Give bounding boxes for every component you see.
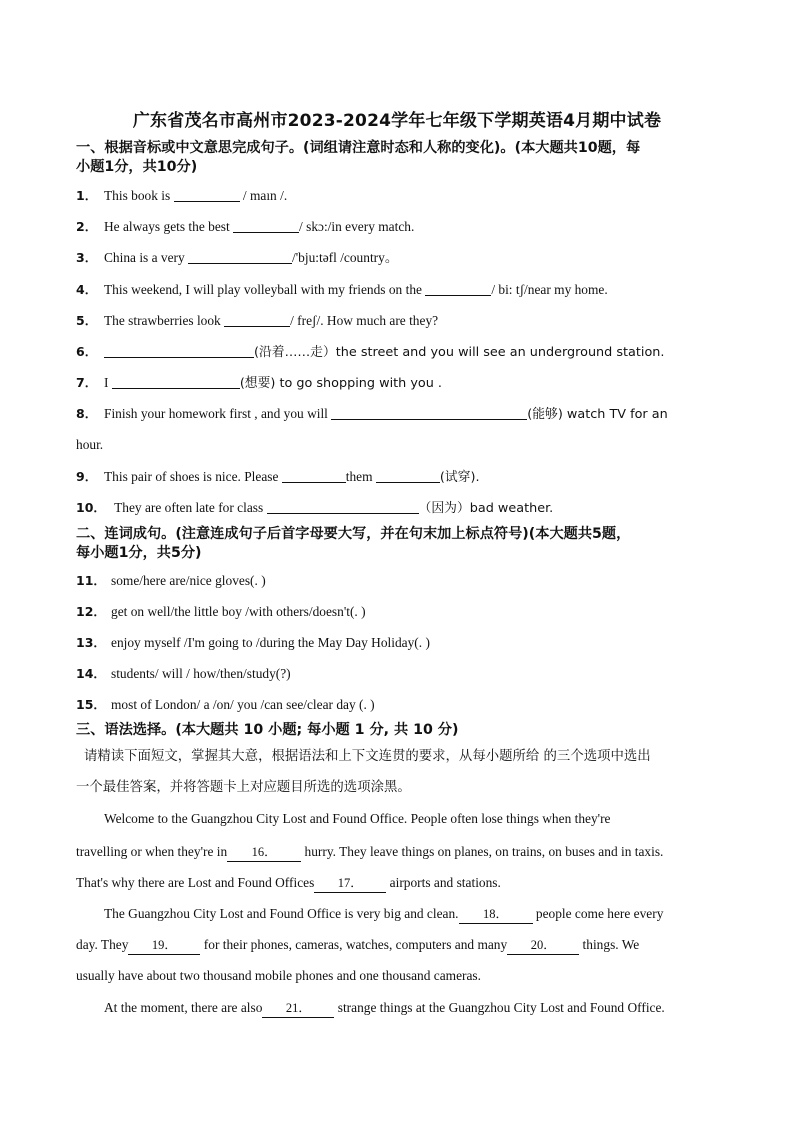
question-3 (76, 249, 398, 267)
question-6 (76, 343, 664, 362)
question-number: 3． (76, 250, 98, 265)
question-5 (76, 312, 438, 330)
answer-blank[interactable] (331, 406, 527, 420)
question-text: The strawberries look (104, 313, 225, 328)
answer-blank[interactable] (425, 282, 491, 296)
question-14 (76, 665, 291, 683)
passage-p2-line2 (76, 936, 716, 955)
section2-heading-line2: 每小题1分，共5分) (76, 545, 202, 561)
question-number: 1． (76, 188, 98, 203)
question-8-continuation: hour. (76, 437, 104, 452)
passage-p2-line3: usually have about two thousand mobile phones and one thousand cameras. (76, 968, 481, 983)
passage-p1-line3 (76, 874, 716, 893)
passage-p2-line1 (104, 905, 744, 924)
question-text: This pair of shoes is nice. Please (104, 469, 282, 484)
passage-text: day. They (76, 937, 129, 952)
gap-19[interactable]: 19． (128, 936, 200, 955)
question-text: / skɔ:/in every match. (299, 219, 415, 234)
question-1 (76, 187, 287, 205)
passage-text: At the moment, there are also (104, 1000, 263, 1015)
section2-heading (76, 525, 736, 563)
question-text: them (345, 469, 376, 484)
passage-text: things. We (579, 937, 640, 952)
passage-text: people come here every (532, 906, 664, 921)
question-11 (76, 572, 266, 590)
answer-blank[interactable] (267, 500, 419, 514)
question-number: 8． (76, 406, 98, 421)
question-2 (76, 218, 414, 236)
question-number: 12． (76, 604, 106, 619)
page-title: 广东省茂名市高州市2023-2024学年七年级下学期英语4月期中试卷 (132, 111, 662, 131)
question-number: 7． (76, 375, 98, 390)
question-8 (76, 405, 668, 424)
answer-blank[interactable] (112, 375, 240, 389)
question-number: 13． (76, 635, 106, 650)
gap-18[interactable]: 18． (459, 905, 533, 924)
question-4 (76, 281, 608, 299)
question-number: 15． (76, 697, 106, 712)
passage-text: travelling or when they're in (76, 844, 228, 859)
question-text: I (104, 375, 112, 390)
answer-blank[interactable] (104, 344, 254, 358)
answer-blank[interactable] (188, 250, 292, 264)
question-number: 5． (76, 313, 98, 328)
question-15 (76, 696, 375, 714)
section1-heading (76, 139, 736, 177)
section3-instructions-line1: 请精读下面短文，掌握其大意，根据语法和上下文连贯的要求，从每小题所给 的三个选项中选出 (84, 749, 651, 764)
question-text: （因为）bad weather. (418, 501, 554, 516)
question-number: 9． (76, 469, 98, 484)
question-9 (76, 468, 480, 487)
question-text: (想要) to go shopping with you . (239, 376, 442, 391)
passage-text: The Guangzhou City Lost and Found Office is very big and clean. (104, 906, 459, 921)
question-text: / maın /. (239, 188, 288, 203)
section3-instructions-line2: 一个最佳答案，并将答题卡上对应题目所选的选项涂黑。 (76, 780, 411, 795)
question-text: They are often late for class (111, 500, 267, 515)
question-text: / bi: tʃ/near my home. (491, 282, 608, 297)
answer-blank[interactable] (224, 313, 290, 327)
answer-blank[interactable] (233, 219, 299, 233)
answer-blank[interactable] (282, 469, 346, 483)
question-number: 11． (76, 573, 106, 588)
question-text: (能够) watch TV for an (527, 407, 668, 422)
passage-text: for their phones, cameras, watches, computers and many (200, 937, 508, 952)
question-text: get on well/the little boy /with others/doesn't(. ) (111, 604, 366, 619)
passage-p3-line1 (104, 999, 744, 1018)
question-text: / freʃ/. How much are they? (290, 313, 439, 328)
section1-heading-line2: 小题1分，共10分) (76, 159, 198, 175)
question-text: Finish your homework first , and you will (104, 406, 332, 421)
question-text: This weekend, I will play volleyball with my friends on the (104, 282, 426, 297)
question-number: 10． (76, 500, 106, 515)
passage-p1-line2 (76, 843, 716, 862)
question-number: 14． (76, 666, 106, 681)
gap-17[interactable]: 17． (314, 874, 386, 893)
question-text: China is a very (104, 250, 189, 265)
question-text: most of London/ a /on/ you /can see/clear day (. ) (111, 697, 375, 712)
question-10 (76, 499, 553, 518)
question-text: This book is (104, 188, 174, 203)
section2-heading-line1: 二、连词成句。(注意连成句子后首字母要大写，并在句末加上标点符号)(本大题共5题， (76, 526, 631, 542)
question-text: students/ will / how/then/study(?) (111, 666, 291, 681)
gap-21[interactable]: 21． (262, 999, 334, 1018)
question-number: 2． (76, 219, 98, 234)
section3-heading: 三、语法选择。(本大题共 10 小题; 每小题 1 分, 共 10 分) (76, 722, 459, 738)
question-text: some/here are/nice gloves(. ) (111, 573, 266, 588)
question-12 (76, 603, 366, 621)
question-number: 6． (76, 344, 98, 359)
passage-text: That's why there are Lost and Found Offices (76, 875, 315, 890)
passage-p1-line1: Welcome to the Guangzhou City Lost and Found Office. People often lose things when they're (104, 811, 611, 826)
question-text: (沿着……走）the street and you will see an underground station. (254, 345, 665, 360)
question-text: He always gets the best (104, 219, 234, 234)
section1-heading-line1: 一、根据音标或中文意思完成句子。(词组请注意时态和人称的变化)。(本大题共10题，每 (76, 140, 641, 156)
question-text: /'bju:təfl /country。 (292, 250, 399, 265)
question-text: enjoy myself /I'm going to /during the May Day Holiday(. ) (111, 635, 430, 650)
answer-blank[interactable] (376, 469, 440, 483)
gap-20[interactable]: 20． (507, 936, 579, 955)
question-text: (试穿). (439, 470, 480, 485)
question-7 (76, 374, 442, 393)
passage-text: strange things at the Guangzhou City Lost and Found Office. (334, 1000, 665, 1015)
passage-text: hurry. They leave things on planes, on trains, on buses and in taxis. (301, 844, 664, 859)
gap-16[interactable]: 16． (227, 843, 301, 862)
passage-text: airports and stations. (386, 875, 501, 890)
question-13 (76, 634, 430, 652)
answer-blank[interactable] (174, 188, 240, 202)
question-number: 4． (76, 282, 98, 297)
